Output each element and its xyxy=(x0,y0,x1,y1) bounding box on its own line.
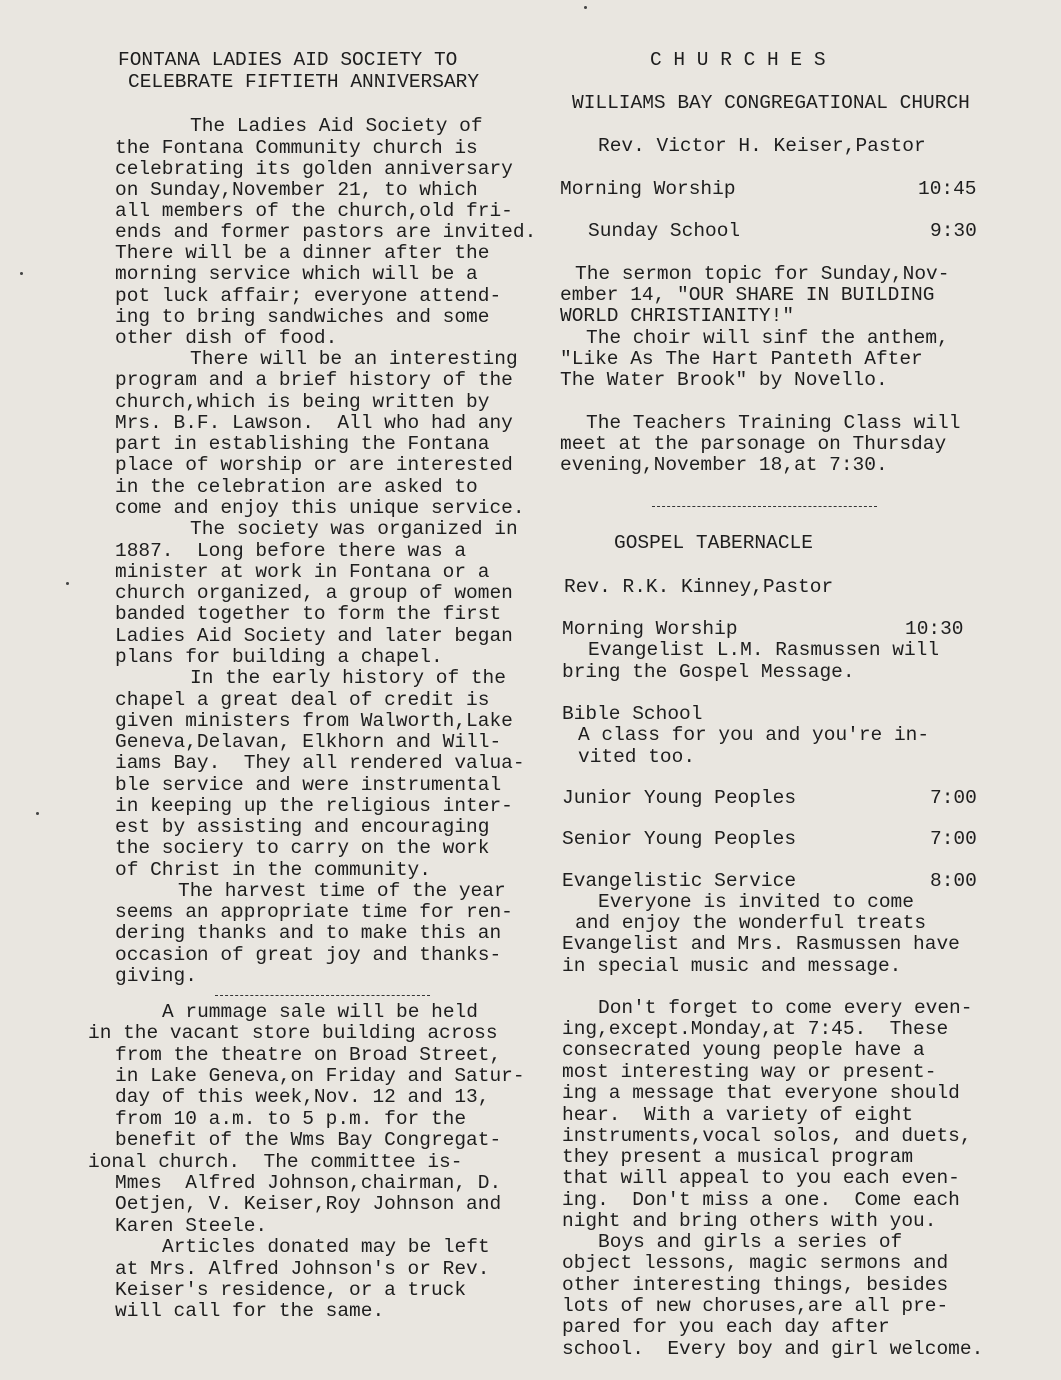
article-line: will call for the same. xyxy=(115,1300,385,1322)
closing-line: Don't forget to come every even- xyxy=(598,997,973,1019)
ink-speck xyxy=(20,272,23,275)
article-line: The society was organized in xyxy=(190,518,518,540)
article-line: Mrs. B.F. Lawson. All who had any xyxy=(115,412,513,434)
article-line: in keeping up the religious inter- xyxy=(115,795,513,817)
schedule-note: vited too. xyxy=(578,746,696,768)
article-line: occasion of great joy and thanks- xyxy=(115,944,502,966)
article-line: Geneva,Delavan, Elkhorn and Will- xyxy=(115,731,502,753)
article-line: in Lake Geneva,on Friday and Satur- xyxy=(115,1065,525,1087)
article-line: There will be an interesting xyxy=(190,348,518,370)
article-line: Articles donated may be left xyxy=(162,1236,490,1258)
schedule-note: in special music and message. xyxy=(562,955,902,977)
article-line: the Fontana Community church is xyxy=(115,137,478,159)
article-line: 1887. Long before there was a xyxy=(115,540,467,562)
article-line: est by assisting and encouraging xyxy=(115,816,490,838)
sermon-line: ember 14, "OUR SHARE IN BUILDING xyxy=(560,284,935,306)
schedule-label: Junior Young Peoples xyxy=(562,787,797,809)
article-line: from the theatre on Broad Street, xyxy=(115,1044,502,1066)
article-line: program and a brief history of the xyxy=(115,369,513,391)
schedule-time: 9:30 xyxy=(930,220,977,242)
ink-speck xyxy=(584,6,587,9)
schedule-label: Senior Young Peoples xyxy=(562,828,797,850)
article-line: iams Bay. They all rendered valua- xyxy=(115,752,525,774)
article-line: A rummage sale will be held xyxy=(162,1001,478,1023)
schedule-note: Evangelist L.M. Rasmussen will xyxy=(588,639,940,661)
schedule-label: Bible School xyxy=(562,703,703,725)
article-line: Mmes Alfred Johnson,chairman, D. xyxy=(115,1172,502,1194)
ink-speck xyxy=(66,582,69,585)
schedule-note: Evangelist and Mrs. Rasmussen have xyxy=(562,933,960,955)
article-line: ional church. The committee is- xyxy=(88,1151,463,1173)
article-line: plans for building a chapel. xyxy=(115,646,443,668)
article-line: day of this week,Nov. 12 and 13, xyxy=(115,1086,490,1108)
training-line: meet at the parsonage on Thursday xyxy=(560,433,947,455)
sermon-line: The choir will sinf the anthem, xyxy=(586,327,949,349)
closing-line: object lessons, magic sermons and xyxy=(562,1252,949,1274)
sermon-line: The sermon topic for Sunday,Nov- xyxy=(575,263,950,285)
schedule-time: 10:45 xyxy=(918,178,977,200)
article-line: In the early history of the xyxy=(190,667,506,689)
closing-line: night and bring others with you. xyxy=(562,1210,937,1232)
article-line: chapel a great deal of credit is xyxy=(115,689,490,711)
schedule-note: bring the Gospel Message. xyxy=(562,661,855,683)
article-line: on Sunday,November 21, to which xyxy=(115,179,478,201)
training-line: evening,November 18,at 7:30. xyxy=(560,454,888,476)
article-line: Karen Steele. xyxy=(115,1215,268,1237)
pastor-line: Rev. Victor H. Keiser,Pastor xyxy=(598,135,926,157)
article-headline: CELEBRATE FIFTIETH ANNIVERSARY xyxy=(128,71,480,93)
article-line: dering thanks and to make this an xyxy=(115,922,502,944)
article-line: morning service which will be a xyxy=(115,263,478,285)
article-line: all members of the church,old fri- xyxy=(115,200,513,222)
training-line: The Teachers Training Class will xyxy=(586,412,961,434)
schedule-label: Sunday School xyxy=(588,220,741,242)
article-line: banded together to form the first xyxy=(115,603,502,625)
article-line: ends and former pastors are invited. xyxy=(115,221,537,243)
sermon-line: WORLD CHRISTIANITY!" xyxy=(560,305,795,327)
closing-line: ing. Don't miss a one. Come each xyxy=(562,1189,960,1211)
article-line: celebrating its golden anniversary xyxy=(115,158,513,180)
article-line: other dish of food. xyxy=(115,327,338,349)
article-line: There will be a dinner after the xyxy=(115,242,490,264)
article-line: the sociery to carry on the work xyxy=(115,837,490,859)
church-name: WILLIAMS BAY CONGREGATIONAL CHURCH xyxy=(572,92,970,114)
schedule-time: 7:00 xyxy=(930,787,977,809)
article-divider xyxy=(215,995,430,996)
schedule-time: 10:30 xyxy=(905,618,964,640)
schedule-label: Evangelistic Service xyxy=(562,870,797,892)
article-line: ing to bring sandwiches and some xyxy=(115,306,490,328)
schedule-note: and enjoy the wonderful treats xyxy=(575,912,927,934)
closing-line: lots of new choruses,are all pre- xyxy=(562,1295,949,1317)
church-divider xyxy=(652,506,877,507)
closing-line: Boys and girls a series of xyxy=(598,1231,903,1253)
article-line: Keiser's residence, or a truck xyxy=(115,1279,467,1301)
schedule-note: Everyone is invited to come xyxy=(598,891,914,913)
article-line: in the celebration are asked to xyxy=(115,476,478,498)
closing-line: instruments,vocal solos, and duets, xyxy=(562,1125,972,1147)
article-line: place of worship or are interested xyxy=(115,454,513,476)
schedule-note: A class for you and you're in- xyxy=(578,724,930,746)
article-line: part in establishing the Fontana xyxy=(115,433,490,455)
closing-line: most interesting way or present- xyxy=(562,1061,937,1083)
article-line: The Ladies Aid Society of xyxy=(190,115,483,137)
article-line: ble service and were instrumental xyxy=(115,774,502,796)
closing-line: school. Every boy and girl welcome. xyxy=(562,1338,984,1360)
article-line: minister at work in Fontana or a xyxy=(115,561,490,583)
ink-speck xyxy=(36,812,39,815)
closing-line: ing,except.Monday,at 7:45. These xyxy=(562,1018,949,1040)
closing-line: that will appeal to you each even- xyxy=(562,1167,960,1189)
article-line: of Christ in the community. xyxy=(115,859,431,881)
article-line: given ministers from Walworth,Lake xyxy=(115,710,513,732)
article-line: Oetjen, V. Keiser,Roy Johnson and xyxy=(115,1193,502,1215)
article-line: The harvest time of the year xyxy=(178,880,506,902)
closing-line: other interesting things, besides xyxy=(562,1274,949,1296)
closing-line: they present a musical program xyxy=(562,1146,914,1168)
article-line: from 10 a.m. to 5 p.m. for the xyxy=(115,1108,467,1130)
schedule-time: 7:00 xyxy=(930,828,977,850)
schedule-label: Morning Worship xyxy=(562,618,738,640)
article-line: in the vacant store building across xyxy=(88,1022,498,1044)
closing-line: hear. With a variety of eight xyxy=(562,1104,914,1126)
article-line: benefit of the Wms Bay Congregat- xyxy=(115,1129,502,1151)
article-line: at Mrs. Alfred Johnson's or Rev. xyxy=(115,1258,490,1280)
article-line: pot luck affair; everyone attend- xyxy=(115,285,502,307)
closing-line: consecrated young people have a xyxy=(562,1039,925,1061)
article-line: Ladies Aid Society and later began xyxy=(115,625,513,647)
schedule-label: Morning Worship xyxy=(560,178,736,200)
article-line: seems an appropriate time for ren- xyxy=(115,901,513,923)
closing-line: pared for you each day after xyxy=(562,1316,890,1338)
article-line: church organized, a group of women xyxy=(115,582,513,604)
sermon-line: "Like As The Hart Panteth After xyxy=(560,348,923,370)
article-headline: FONTANA LADIES AID SOCIETY TO xyxy=(118,49,458,71)
article-line: come and enjoy this unique service. xyxy=(115,497,525,519)
section-title: C H U R C H E S xyxy=(650,49,826,71)
article-line: giving. xyxy=(115,965,197,987)
church-name: GOSPEL TABERNACLE xyxy=(614,532,813,554)
sermon-line: The Water Brook" by Novello. xyxy=(560,369,888,391)
pastor-line: Rev. R.K. Kinney,Pastor xyxy=(564,576,834,598)
schedule-time: 8:00 xyxy=(930,870,977,892)
article-line: church,which is being written by xyxy=(115,391,490,413)
closing-line: ing a message that everyone should xyxy=(562,1082,960,1104)
